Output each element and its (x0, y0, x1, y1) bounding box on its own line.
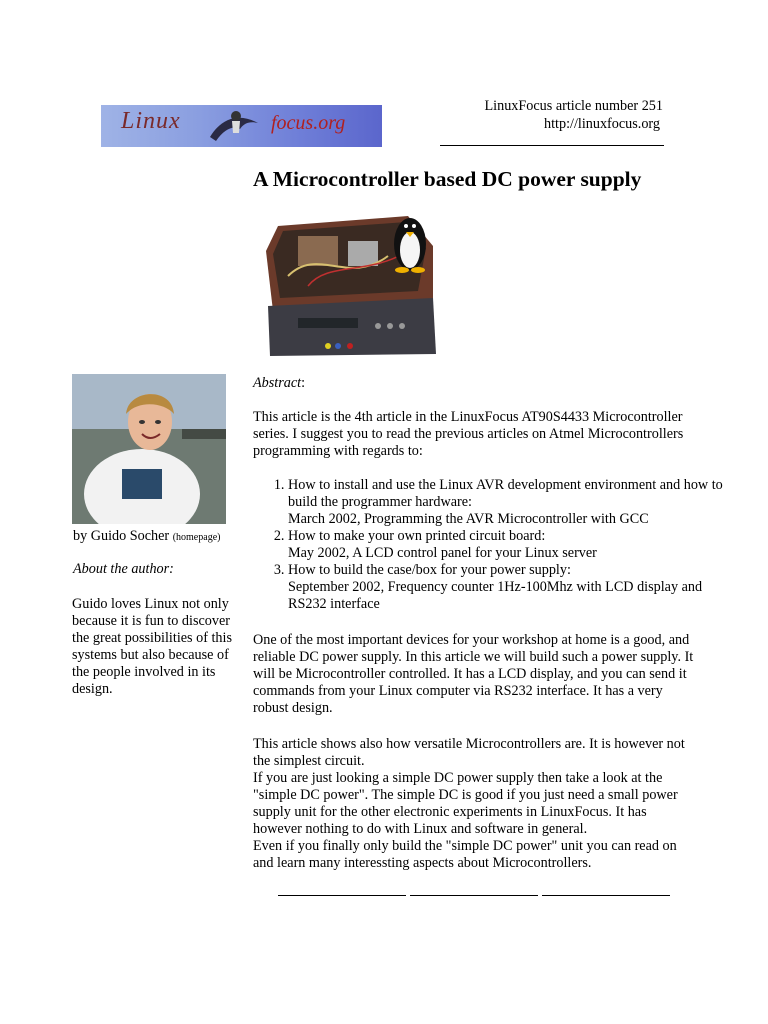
author-name: by Guido Socher (73, 528, 170, 544)
about-author-heading: About the author: (73, 561, 174, 577)
list-item-topic: How to install and use the Linux AVR development environment and how to build the programmer hardware: (288, 477, 723, 510)
list-item-link[interactable]: September 2002, Frequency counter 1Hz-100Mhz with LCD display and RS232 interface (288, 579, 703, 612)
intro-paragraph: This article is the 4th article in the LinuxFocus AT90S4433 Microcontroller series. I suggest you to read the previous articles on Atmel Microcontrollers programming with regards to: (253, 409, 684, 459)
dolphin-icon (206, 107, 266, 145)
header-divider (440, 145, 664, 146)
author-photo (72, 374, 226, 524)
list-item (288, 528, 738, 562)
author-byline (73, 528, 220, 546)
article-number: LinuxFocus article number 251 (484, 98, 663, 114)
site-url-link[interactable]: http://linuxfocus.org (544, 116, 660, 132)
linuxfocus-logo[interactable] (101, 105, 382, 147)
paragraph-line: If you are just looking a simple DC power supply then take a look at the "simple DC power". The simple DC is good if you just need a small power supply unit for the other electronic experiments in LinuxFocus. It has however nothing to do with Linux and software in general. (253, 770, 678, 837)
logo-focus-text: focus.org (271, 112, 346, 134)
separator-line (410, 894, 538, 896)
paragraph-line: Even if you finally only build the "simple DC power" unit you can read on and learn many interessting aspects about Microcontrollers. (253, 838, 677, 871)
section-separator (278, 884, 674, 901)
paragraph-line: This article shows also how versatile Microcontrollers are. It is however not the simplest circuit. (253, 736, 685, 769)
paragraph-power-supply: One of the most important devices for your workshop at home is a good, and reliable DC power supply. In this article we will build such a power supply. It will be Microcontroller controlled. It has a LCD display, and you can send it commands from your Linux computer via RS232 interface. It has a very robust design. (253, 632, 694, 716)
list-item-link[interactable]: March 2002, Programming the AVR Microcontroller with GCC (288, 511, 649, 527)
article-title: A Microcontroller based DC power supply (253, 167, 642, 191)
list-item-topic: How to build the case/box for your power supply: (288, 562, 571, 578)
logo-linux-text: Linux (121, 108, 181, 134)
abstract-colon: : (301, 375, 306, 391)
list-item-topic: How to make your own printed circuit board: (288, 528, 546, 544)
previous-articles-list (253, 477, 738, 613)
homepage-link[interactable]: (homepage) (172, 532, 221, 543)
list-item (288, 562, 738, 613)
paragraph-microcontrollers (253, 736, 698, 872)
abstract-heading (253, 375, 305, 392)
list-item-link[interactable]: May 2002, A LCD control panel for your Linux server (288, 545, 597, 561)
separator-line (542, 894, 670, 896)
separator-line (278, 894, 406, 896)
abstract-label: Abstract (253, 375, 302, 391)
about-author-text: Guido loves Linux not only because it is fun to discover the great possibilities of this systems but also because of the people involved in its design. (72, 596, 232, 697)
list-item (288, 477, 738, 528)
power-supply-photo (258, 206, 438, 356)
